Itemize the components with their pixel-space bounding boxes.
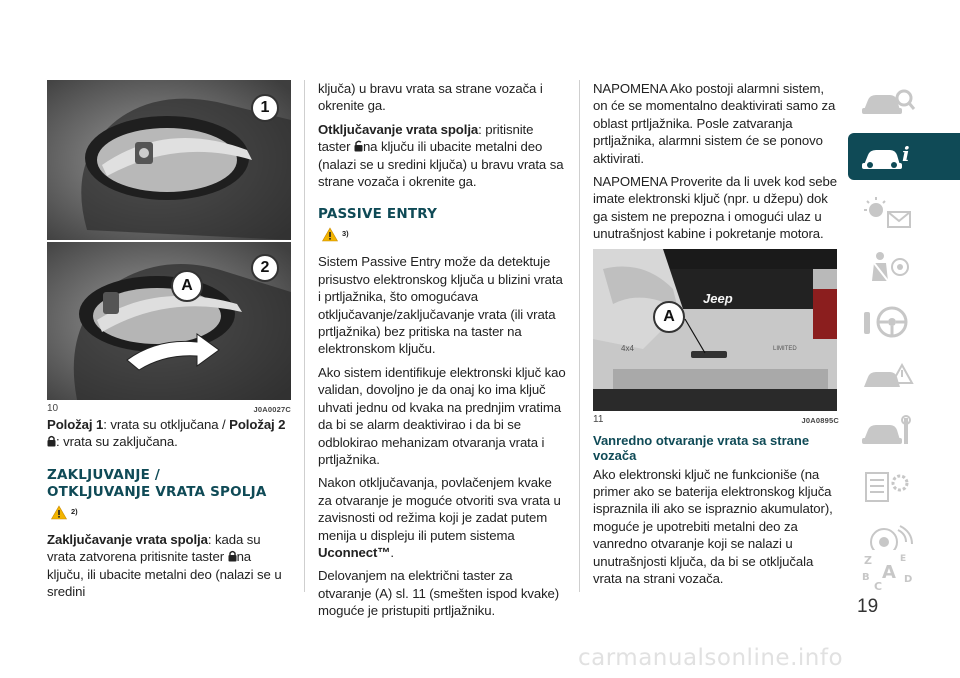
unlock-button-icon	[354, 140, 363, 152]
jeep-badge: Jeep	[703, 290, 733, 306]
limited-badge: LIMITED	[773, 345, 797, 352]
sidebar-tab-maintenance[interactable]	[848, 408, 960, 455]
warning-light-envelope-icon	[860, 194, 916, 230]
column-2	[318, 80, 568, 626]
figure-10-caption-row	[47, 403, 291, 414]
callout-a: A	[171, 270, 203, 302]
svg-text:i: i	[902, 141, 910, 166]
sidebar-tab-starting-driving[interactable]	[848, 298, 960, 345]
lock-button-icon	[228, 550, 237, 562]
column-divider-1	[304, 80, 305, 592]
steering-wheel-icon	[860, 304, 916, 340]
emergency-unlock-paragraph: Ako elektronski ključ ne funkcioniše (na primer ako se baterija elektronskog ključa ispraznila ili ako se ispraznio akumulator), moguće je upotrebiti metalni deo za vanredno otvaranje koji se nalazi u unutrašnjosti ključa, da bi se otključala vrata na strani vozača.	[593, 466, 833, 587]
figure-10-photo-bottom	[47, 242, 291, 400]
position-2-label: Položaj 2	[229, 417, 286, 432]
locking-paragraph: Zaključavanje vrata spolja: kada su vrata zatvorena pritisnite taster na ključu, ili ubacite metalni deo (nalazi se u sredini	[47, 531, 282, 600]
spec-sheet-gear-icon	[860, 469, 916, 505]
figure-10	[47, 80, 291, 400]
locking-paragraph-continued: ključa) u bravu vrata sa strane vozača i okrenite ga.	[318, 81, 543, 114]
callout-1: 1	[251, 94, 279, 122]
watermark: carmanualsonline.info	[578, 645, 844, 671]
car-wrench-icon	[860, 414, 916, 450]
callout-2: 2	[251, 254, 279, 282]
sidebar-tab-technical-data[interactable]	[848, 463, 960, 510]
sidebar-tab-getting-to-know[interactable]	[848, 133, 960, 180]
warning-reference: 3)	[322, 227, 568, 247]
page-number: 19	[857, 596, 879, 617]
warning-reference: 2)	[51, 505, 291, 525]
figure-10-photo-top	[47, 80, 291, 240]
sidebar-tab-safety[interactable]	[848, 243, 960, 290]
figure-10-description: Položaj 1: vrata su otključana / Položaj 2 : vrata su zaključana.	[47, 417, 286, 450]
column-3	[593, 80, 839, 594]
callout-a: A	[653, 301, 685, 333]
lock-icon	[47, 435, 56, 447]
note-1: NAPOMENA Ako postoji alarmni sistem, on će se momentalno deaktivirati samo za oblast prtljažnika. Posle zatvaranja prtljažnika, alarmni sistem će se ponovo aktivirati.	[593, 81, 836, 166]
figure-code: J0A0027C	[253, 405, 291, 414]
note-2: NAPOMENA Proverite da li uvek kod sebe imate elektronski ključ (npr. u džepu) dok ga sistem ne prepozna i omogući ulaz u unutrašnjost kabine i pokretanje motora.	[593, 174, 837, 242]
sidebar-tab-index[interactable]	[848, 550, 960, 597]
4x4-badge: 4x4	[621, 343, 634, 353]
figure-11-caption-row	[593, 414, 839, 425]
car-info-icon	[860, 139, 916, 175]
warning-triangle-icon	[51, 505, 67, 520]
seatbelt-airbag-icon	[860, 249, 916, 285]
unlocking-paragraph: Otključavanje vrata spolja: pritisnite taster na ključu ili ubacite metalni deo (nalazi se u sredini ključa) u bravu vrata sa strane vozača i okrenite ga.	[318, 121, 564, 190]
figure-number: 11	[593, 413, 604, 425]
callout-a-leader-line	[593, 249, 837, 411]
car-crash-warning-icon	[860, 359, 916, 395]
passive-entry-paragraph-1: Sistem Passive Entry može da detektuje prisustvo elektronskog ključa u blizini vrata i prtljažnika, što omogućava otključavanje/zaključavanje vrata (ili vrata prtljažnika) bez pritiska na taster na elektronskom ključu.	[318, 254, 563, 357]
column-1	[47, 80, 291, 606]
figure-code: J0A0895C	[801, 415, 839, 425]
sidebar-tab-car-overview[interactable]	[848, 78, 960, 125]
sidebar-tab-emergency[interactable]	[848, 353, 960, 400]
alphabet-index-icon: Z E A B C D	[862, 553, 913, 593]
emergency-unlock-subheading: Vanredno otvaranje vrata sa strane vozača	[593, 432, 810, 463]
section-heading-locking: ZAKLJUVANJE / OTKLJUVANJE VRATA SPOLJA	[47, 466, 267, 500]
figure-number: 10	[47, 403, 59, 414]
warning-triangle-icon	[322, 227, 338, 242]
figure-11-photo	[593, 249, 837, 411]
passive-entry-paragraph-4: Delovanjem na električni taster za otvaranje (A) sl. 11 (smešten ispod kvake) moguće je pristupiti prtljažniku.	[318, 568, 560, 619]
column-divider-2	[579, 80, 580, 592]
section-heading-passive-entry: PASSIVE ENTRY	[318, 206, 438, 223]
car-magnifier-icon	[860, 84, 916, 120]
passive-entry-paragraph-3: Nakon otključavanja, povlačenjem kvake za otvaranje je moguće otvoriti sva vrata u zavisnosti od režima koji je zadat putem menija u displeju ili putem sistema Uconnect™.	[318, 475, 561, 560]
uconnect-label: Uconnect™	[318, 544, 391, 560]
position-1-label: Položaj 1	[47, 417, 104, 432]
sidebar-tab-warning-lights[interactable]	[848, 188, 960, 235]
passive-entry-paragraph-2: Ako sistem identifikuje elektronski ključ kao validan, dovoljno je da onaj ko ima ključ uhvati jednu od kvaka na prednjim vratima da bi se alarm deaktivirao i da bi se odblokirao mehanizam otvaranja vrata i prtljažnika.	[318, 364, 566, 467]
